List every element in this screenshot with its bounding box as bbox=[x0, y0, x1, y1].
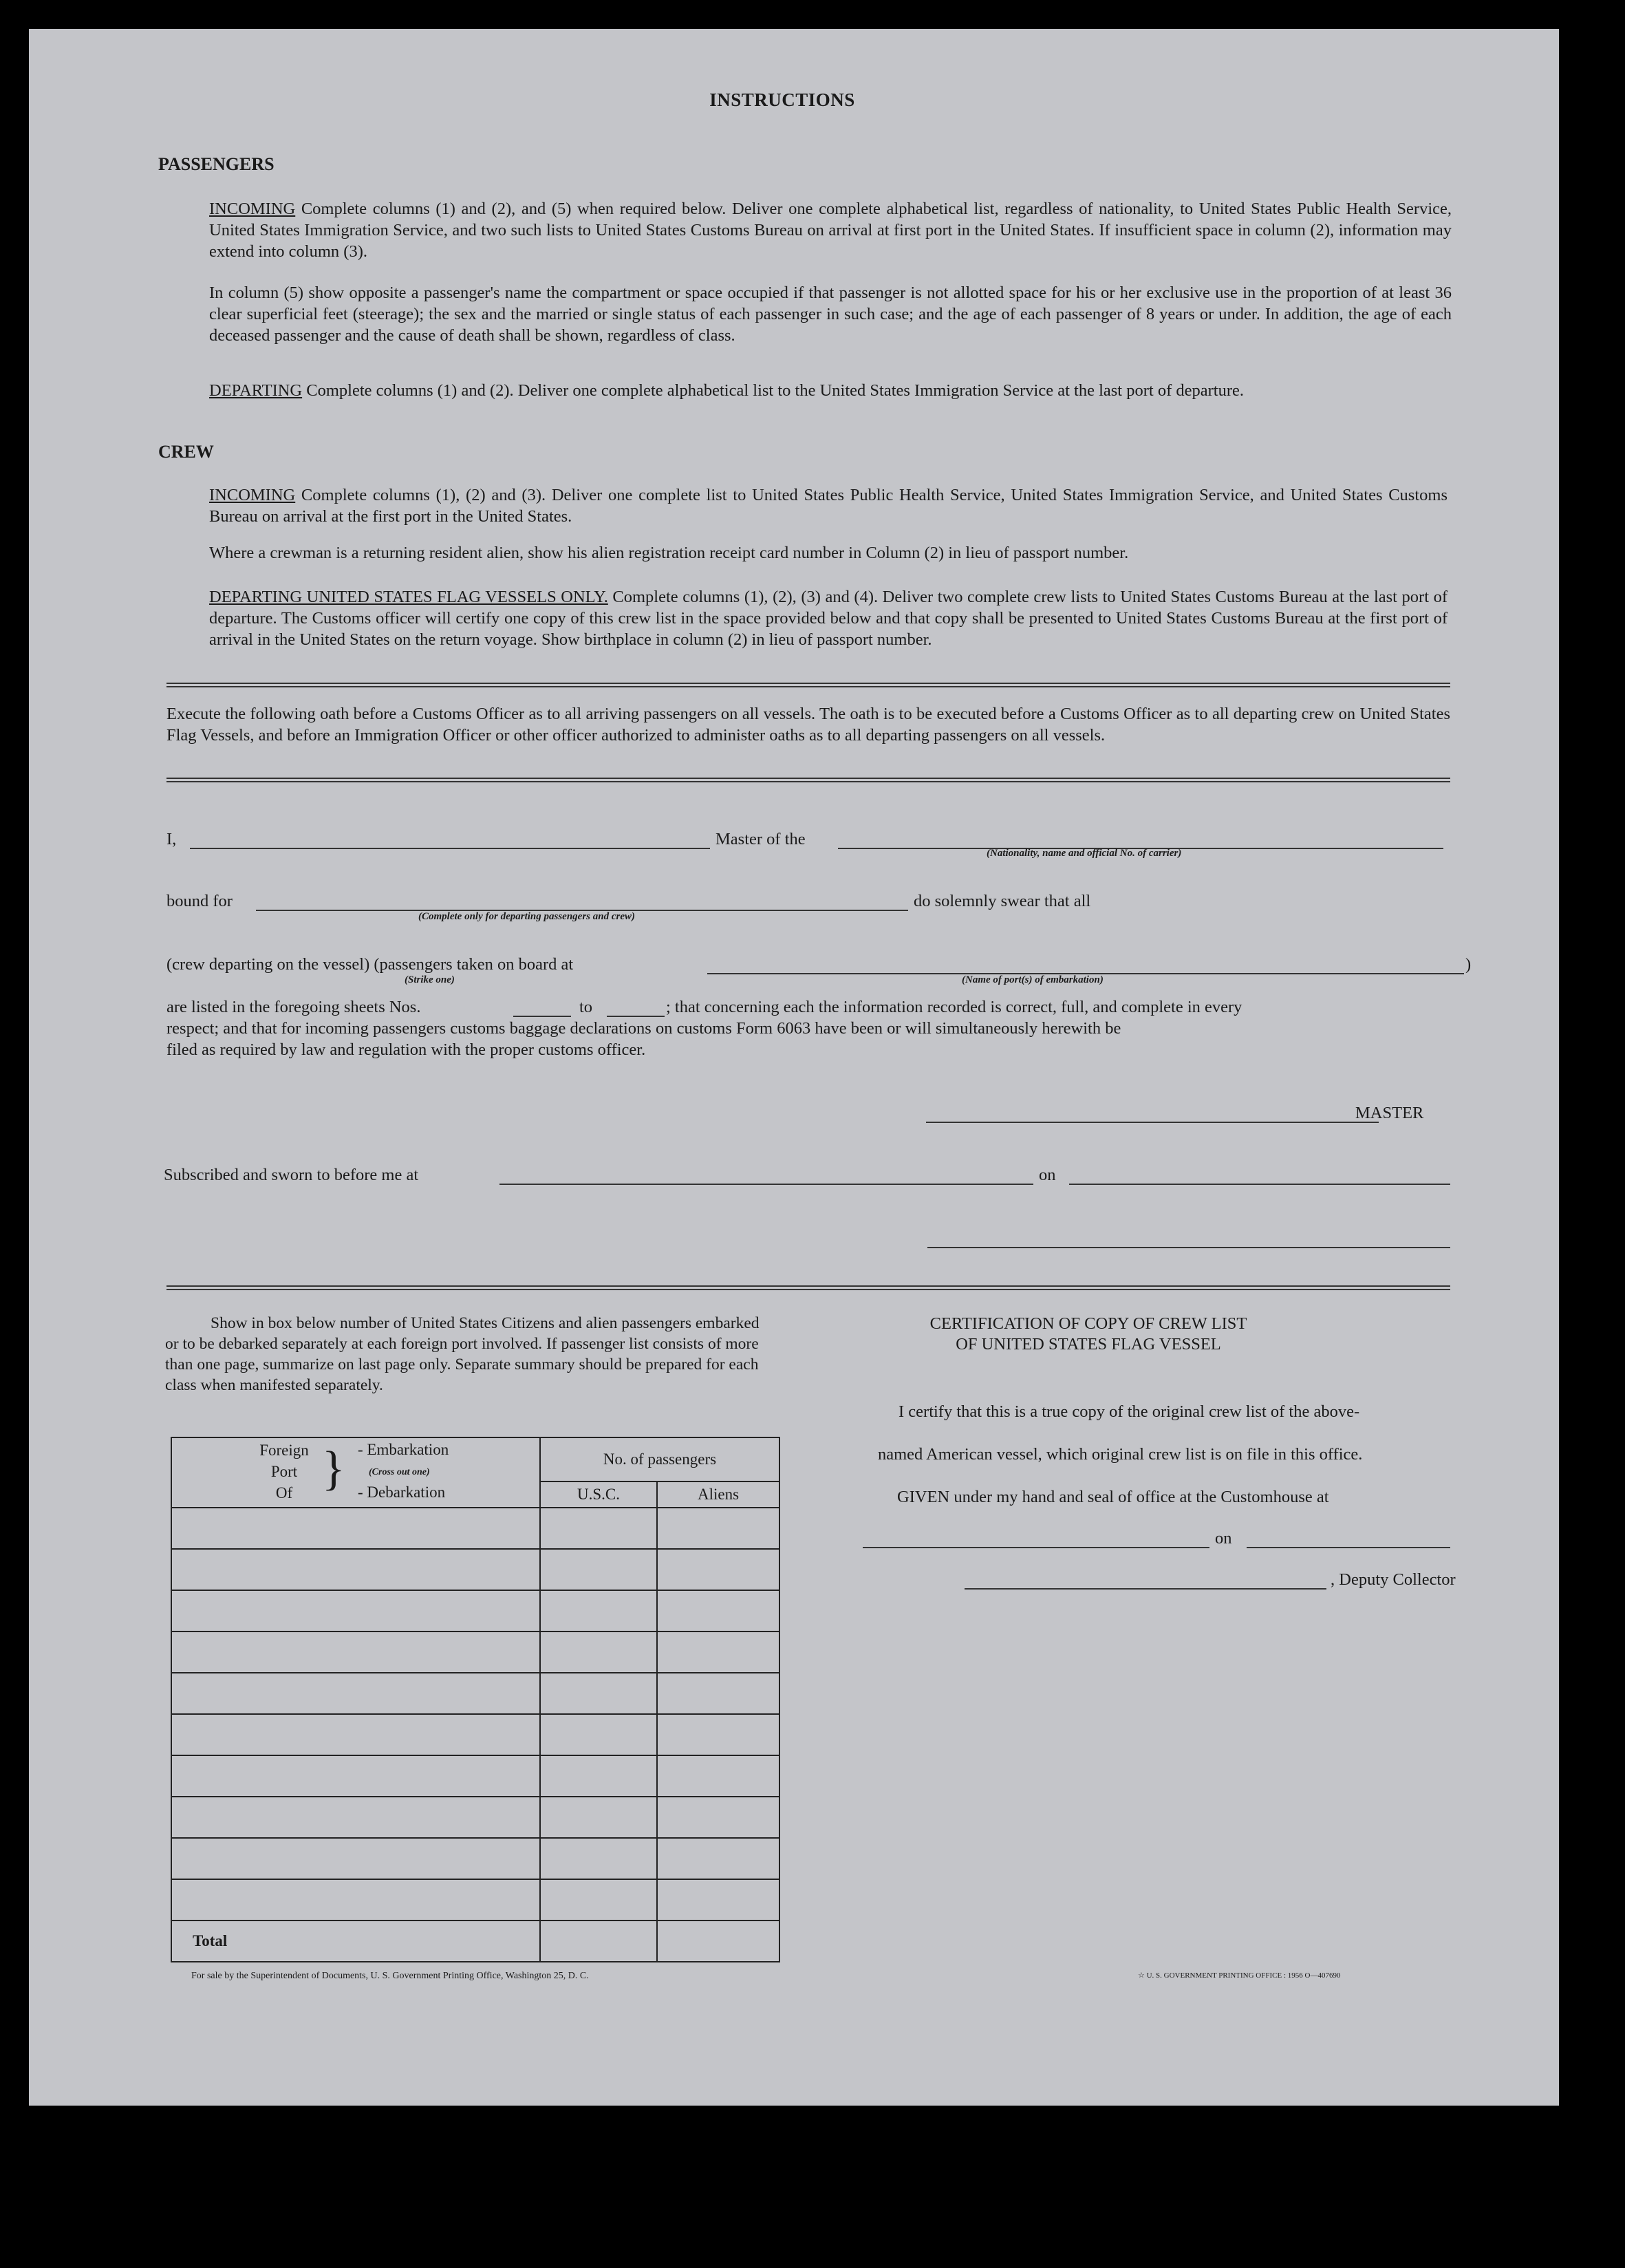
foreign-port-header bbox=[171, 1437, 540, 1508]
document-page bbox=[29, 29, 1559, 2106]
passengers-incoming-text: Complete columns (1) and (2), and (5) when required below. Deliver one complete alphabetical list, regardless of nationality, to United States Public Health Service, United States Immigration Service, and two such lists to United States Customs Bureau on arrival at first port in the United States. If insufficient space in column (2), information may extend into column (3). bbox=[209, 200, 1452, 261]
passengers-incoming-paragraph bbox=[209, 198, 1452, 262]
ports-caption: (Name of port(s) of embarkation) bbox=[962, 974, 1104, 985]
usc-cell[interactable] bbox=[540, 1590, 657, 1632]
passengers-heading: PASSENGERS bbox=[158, 154, 275, 174]
oath-line-2: respect; and that for incoming passengers customs baggage declarations on customs Form 6063 have been or will simultaneously herewith be bbox=[166, 1019, 1121, 1038]
deputy-signature-field[interactable] bbox=[965, 1588, 1326, 1590]
usc-cell[interactable] bbox=[540, 1755, 657, 1797]
aliens-cell[interactable] bbox=[657, 1797, 779, 1838]
header-port: Port bbox=[270, 1463, 298, 1480]
double-rule bbox=[166, 683, 1450, 687]
table-row bbox=[171, 1755, 779, 1797]
passengers-incoming-label: INCOMING bbox=[209, 200, 296, 218]
table-row bbox=[171, 1673, 779, 1714]
total-aliens-cell[interactable] bbox=[657, 1921, 779, 1962]
sheet-from-field[interactable] bbox=[513, 1016, 571, 1017]
header-debarkation: - Debarkation bbox=[358, 1484, 446, 1501]
aliens-cell[interactable] bbox=[657, 1549, 779, 1590]
master-signature-label: MASTER bbox=[1355, 1104, 1424, 1122]
certification-on-label: on bbox=[1215, 1529, 1232, 1548]
listed-suffix-text: ; that concerning each the information recorded is correct, full, and complete in every bbox=[666, 998, 1242, 1016]
usc-cell[interactable] bbox=[540, 1508, 657, 1549]
total-usc-cell[interactable] bbox=[540, 1921, 657, 1962]
sworn-on-label: on bbox=[1039, 1166, 1056, 1184]
crew-incoming-label: INCOMING bbox=[209, 486, 296, 504]
swear-text: do solemnly swear that all bbox=[914, 892, 1091, 910]
table-row bbox=[171, 1838, 779, 1879]
master-name-field[interactable] bbox=[190, 848, 710, 849]
crew-incoming-paragraph bbox=[209, 484, 1448, 527]
carrier-caption: (Nationality, name and official No. of carrier) bbox=[987, 848, 1182, 859]
usc-cell[interactable] bbox=[540, 1714, 657, 1755]
usc-cell[interactable] bbox=[540, 1673, 657, 1714]
bound-for-label: bound for bbox=[166, 892, 233, 910]
officer-signature-field[interactable] bbox=[927, 1247, 1450, 1248]
aliens-cell[interactable] bbox=[657, 1838, 779, 1879]
port-cell[interactable] bbox=[171, 1508, 540, 1549]
passengers-departing-label: DEPARTING bbox=[209, 381, 303, 400]
crew-heading: CREW bbox=[158, 442, 214, 462]
double-rule bbox=[166, 778, 1450, 782]
listed-to-text: to bbox=[579, 998, 593, 1016]
header-embarkation: - Embarkation bbox=[358, 1441, 449, 1458]
header-foreign: Foreign bbox=[259, 1442, 309, 1459]
usc-cell[interactable] bbox=[540, 1838, 657, 1879]
certification-line-2: named American vessel, which original crew list is on file in this office. bbox=[878, 1445, 1363, 1464]
aliens-cell[interactable] bbox=[657, 1673, 779, 1714]
deputy-collector-label: , Deputy Collector bbox=[1331, 1570, 1456, 1589]
aliens-cell[interactable] bbox=[657, 1755, 779, 1797]
oath-line-3: filed as required by law and regulation with the proper customs officer. bbox=[166, 1040, 646, 1059]
port-cell[interactable] bbox=[171, 1879, 540, 1921]
bound-for-caption: (Complete only for departing passengers and crew) bbox=[418, 911, 635, 922]
close-paren: ) bbox=[1465, 955, 1472, 974]
aliens-cell[interactable] bbox=[657, 1714, 779, 1755]
listed-prefix-text: are listed in the foregoing sheets Nos. bbox=[166, 998, 421, 1016]
oath-i-label: I, bbox=[166, 830, 177, 848]
sheet-to-field[interactable] bbox=[607, 1016, 665, 1017]
aliens-cell[interactable] bbox=[657, 1590, 779, 1632]
crew-departing-text: Complete columns (1), (2), (3) and (4). Deliver two complete crew lists to United States Customs Bureau at the last port of departure. The Customs officer will certify one copy of this crew list in the space provided below and that copy shall be presented to United States Customs Bureau at the first port of arrival in the United States on the return voyage. Show birthplace in column (2) in lieu of passport number. bbox=[209, 588, 1448, 649]
crew-resident-paragraph: Where a crewman is a returning resident alien, show his alien registration receipt card number in Column (2) in lieu of passport number. bbox=[209, 544, 1129, 562]
port-cell[interactable] bbox=[171, 1549, 540, 1590]
master-signature-field[interactable] bbox=[926, 1122, 1379, 1123]
usc-cell[interactable] bbox=[540, 1797, 657, 1838]
subscribed-label: Subscribed and sworn to before me at bbox=[164, 1166, 419, 1184]
port-cell[interactable] bbox=[171, 1673, 540, 1714]
aliens-cell[interactable] bbox=[657, 1632, 779, 1673]
crew-departing-paragraph bbox=[209, 586, 1448, 650]
certification-line-3: GIVEN under my hand and seal of office at the Customhouse at bbox=[897, 1488, 1329, 1506]
header-of: Of bbox=[275, 1484, 293, 1501]
aliens-cell[interactable] bbox=[657, 1879, 779, 1921]
certification-title-2: OF UNITED STATES FLAG VESSEL bbox=[956, 1335, 1221, 1354]
double-rule bbox=[166, 1285, 1450, 1290]
port-cell[interactable] bbox=[171, 1797, 540, 1838]
footer-print-note: ☆ U. S. GOVERNMENT PRINTING OFFICE : 1956 O—407690 bbox=[1138, 1971, 1341, 1980]
table-row bbox=[171, 1549, 779, 1590]
passenger-summary-table bbox=[171, 1437, 780, 1962]
summary-note: Show in box below number of United States Citizens and alien passengers embarked or to be debarked separately at each foreign port involved. If passenger list consists of more than one page, summarize on last page only. Separate summary should be prepared for each class when manifested separately. bbox=[165, 1314, 760, 1394]
oath-instruction-paragraph: Execute the following oath before a Customs Officer as to all arriving passengers on all vessels. The oath is to be executed before a Customs Officer as to all departing crew on United States Flag Vessels, and before an Immigration Officer or other officer authorized to administer oaths as to all departing passengers on all vessels. bbox=[166, 705, 1450, 745]
total-row bbox=[171, 1921, 779, 1962]
page-title: INSTRUCTIONS bbox=[709, 89, 855, 110]
footer-sale-note: For sale by the Superintendent of Documents, U. S. Government Printing Office, Washington 25, D. C. bbox=[191, 1971, 589, 1981]
crew-passengers-text: (crew departing on the vessel) (passengers taken on board at bbox=[166, 955, 574, 974]
certification-line-1: I certify that this is a true copy of the original crew list of the above- bbox=[898, 1402, 1360, 1421]
port-cell[interactable] bbox=[171, 1714, 540, 1755]
crew-departing-label: DEPARTING UNITED STATES FLAG VESSELS ONLY. bbox=[209, 588, 608, 606]
master-of-label: Master of the bbox=[715, 830, 806, 848]
usc-cell[interactable] bbox=[540, 1879, 657, 1921]
aliens-cell[interactable] bbox=[657, 1508, 779, 1549]
table-row bbox=[171, 1632, 779, 1673]
crew-incoming-text: Complete columns (1), (2) and (3). Deliver one complete list to United States Public Health Service, United States Immigration Service, and United States Customs Bureau on arrival at the first port in the United States. bbox=[209, 486, 1448, 526]
passengers-departing-text: Complete columns (1) and (2). Deliver one complete alphabetical list to the United States Immigration Service at the last port of departure. bbox=[302, 381, 1244, 400]
port-cell[interactable] bbox=[171, 1632, 540, 1673]
table-row bbox=[171, 1590, 779, 1632]
header-cross-out: (Cross out one) bbox=[369, 1467, 430, 1477]
sworn-place-field[interactable] bbox=[499, 1184, 1033, 1185]
header-no-passengers: No. of passengers bbox=[540, 1437, 779, 1481]
header-aliens: Aliens bbox=[657, 1481, 779, 1508]
port-cell[interactable] bbox=[171, 1838, 540, 1879]
table-row bbox=[171, 1508, 779, 1549]
certification-title-1: CERTIFICATION OF COPY OF CREW LIST bbox=[929, 1314, 1247, 1333]
table-row bbox=[171, 1714, 779, 1755]
header-usc: U.S.C. bbox=[540, 1481, 657, 1508]
usc-cell[interactable] bbox=[540, 1632, 657, 1673]
certification-date-field[interactable] bbox=[1247, 1547, 1450, 1548]
table-row bbox=[171, 1797, 779, 1838]
brace-icon: } bbox=[322, 1442, 345, 1495]
port-cell[interactable] bbox=[171, 1590, 540, 1632]
usc-cell[interactable] bbox=[540, 1549, 657, 1590]
strike-one-caption: (Strike one) bbox=[405, 974, 455, 985]
total-label: Total bbox=[171, 1921, 540, 1962]
customhouse-field[interactable] bbox=[863, 1547, 1209, 1548]
passengers-departing-paragraph bbox=[209, 380, 1453, 401]
passengers-column5-paragraph: In column (5) show opposite a passenger's name the compartment or space occupied if that passenger is not allotted space for his or her exclusive use in the proportion of at least 36 clear superficial feet (steerage); the sex and the married or single status of each passenger in such case; and the age of each passenger of 8 years or under. In addition, the age of each deceased passenger and the cause of death shall be shown, regardless of class. bbox=[209, 284, 1452, 345]
sworn-date-field[interactable] bbox=[1069, 1184, 1450, 1185]
table-row bbox=[171, 1879, 779, 1921]
port-cell[interactable] bbox=[171, 1755, 540, 1797]
